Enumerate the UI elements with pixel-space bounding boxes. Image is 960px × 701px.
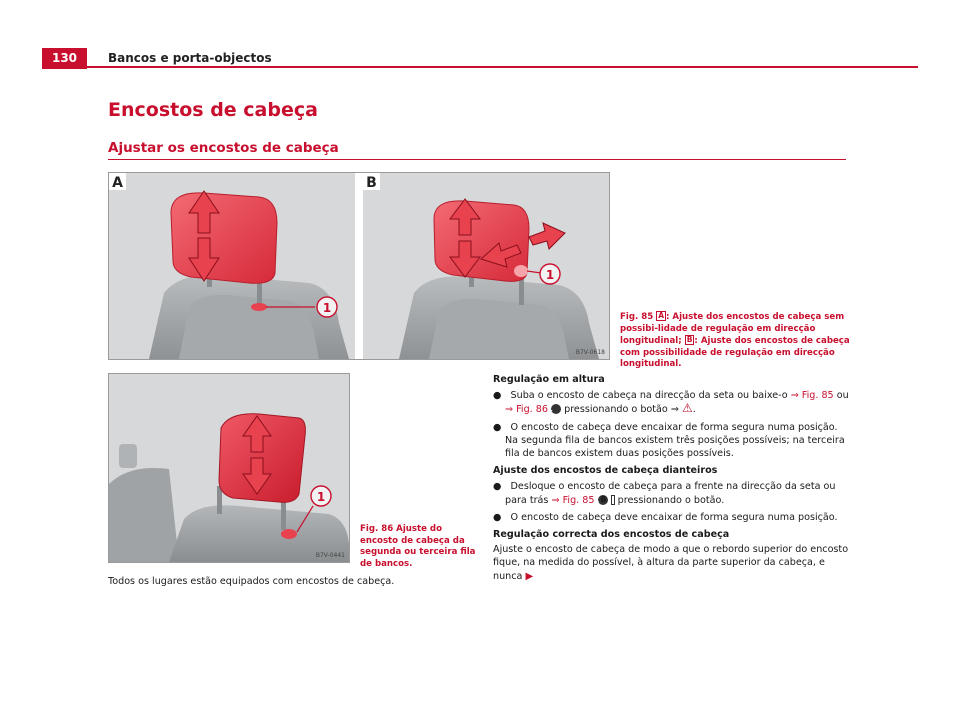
final-text: Ajuste o encosto de cabeça de modo a que o rebordo superior do encosto fique, na medida do possível, à altura da parte superior da cabeça, e nunca <box>493 544 849 582</box>
header-rule <box>42 66 918 68</box>
figure-85-illustration <box>109 173 609 359</box>
bullet1-callout-ref: 1 <box>551 404 561 414</box>
figure-85-caption-end: : Ajuste dos encostos de cabeça com possibilidade de regulação em direcção longitudinal. <box>620 336 850 370</box>
figure-85-caption-mid: : Ajuste dos encostos de cabeça sem possibi-lidade de regulação em direcção longitudinal; <box>620 312 845 347</box>
figure-85-caption-prefix: Fig. 85 <box>620 312 654 322</box>
figure-86-callout-number: 1 <box>316 490 326 504</box>
section-title: Encostos de cabeça <box>108 99 318 121</box>
bullet3-ref-fig85[interactable]: ⇒ Fig. 85 <box>551 494 595 506</box>
bullet-front-lock: ● O encosto de cabeça deve encaixar de forma segura numa posição. <box>493 511 838 523</box>
running-header-title: Bancos e porta-objectos <box>108 51 272 65</box>
bullet1-text-b: ou <box>836 390 849 402</box>
bullet3-callout-ref: 1 <box>598 495 608 505</box>
heading-correct-adjust: Regulação correcta dos encostos de cabeça <box>493 529 730 541</box>
figure-86-left-seat <box>109 468 179 562</box>
figure-85-key-a: A <box>658 311 664 320</box>
bullet3-text-a: Desloque o encosto de cabeça para a frente na direcção da seta ou para trás <box>505 481 836 506</box>
bullet1-ref-fig85[interactable]: ⇒ Fig. 85 <box>790 390 834 402</box>
page-number: 130 <box>42 48 87 69</box>
bullet4-text: O encosto de cabeça deve encaixar de forma segura numa posição. <box>510 511 838 523</box>
bullet2-text: O encosto de cabeça deve encaixar de forma segura numa posição. Na segunda fila de bancos existem três posições possíveis; na terceira fila de bancos existem duas posições possíveis. <box>505 421 845 460</box>
subsection-title: Ajustar os encostos de cabeça <box>108 140 339 156</box>
figure-85-caption <box>620 311 852 371</box>
figure-85 <box>108 172 610 360</box>
bullet-front-adjust: ● Desloque o encosto de cabeça para a frente na direcção da seta ou para trás ⇒ Fig. 85 1 B pressionando o botão. <box>493 481 836 506</box>
panel-b-callout-number: 1 <box>545 268 555 282</box>
panel-a-callout-number: 1 <box>322 301 332 315</box>
panel-b-label: B <box>366 175 377 191</box>
content-column <box>493 373 851 583</box>
figure-86 <box>108 373 350 563</box>
figure-86-illustration <box>109 374 349 562</box>
figure-85-code: B7V-0618 <box>575 349 605 356</box>
subsection-rule <box>108 159 846 160</box>
bullet-height-adjust: ● Suba o encosto de cabeça na direcção da seta ou baixe-o ⇒ Fig. 85 ou ⇒ Fig. 86 1 pressionando o botão ⇒ ⚠. <box>493 390 849 416</box>
panel-a-headrest <box>171 193 277 283</box>
intro-text: Todos os lugares estão equipados com encostos de cabeça. <box>108 576 395 587</box>
figure-86-left-headrest <box>119 444 137 468</box>
panel-b-button <box>514 265 528 277</box>
bullet3-key-b: B <box>611 495 615 505</box>
panel-a-button <box>251 303 267 311</box>
figure-86-caption: Fig. 86 Ajuste do encosto de cabeça da segunda ou terceira fila de bancos. <box>360 524 476 569</box>
figure-85-key-b: B <box>686 335 693 345</box>
heading-front-adjust: Ajuste dos encostos de cabeça dianteiros <box>493 465 718 477</box>
paragraph-correct-adjust <box>493 543 851 583</box>
bullet1-text-c: pressionando o botão ⇒ <box>564 404 679 416</box>
continue-arrow-icon: ▶ <box>525 570 534 582</box>
bullet-lock-positions: ● O encosto de cabeça deve encaixar de forma segura numa posição. Na segunda fila de bancos existem três posições possíveis; na terceira fila de bancos existem duas posições possíveis. <box>493 421 845 460</box>
figure-86-code: B7V-0441 <box>315 552 345 559</box>
warning-icon[interactable]: ⚠ <box>681 401 693 416</box>
figure-86-button <box>281 529 297 539</box>
bullet3-text-b: pressionando o botão. <box>617 494 725 506</box>
panel-a-label: A <box>112 175 123 191</box>
heading-height-adjust: Regulação em altura <box>493 374 605 385</box>
panel-divider <box>355 173 363 359</box>
bullet1-ref-fig86[interactable]: ⇒ Fig. 86 <box>505 404 548 416</box>
bullet1-text-a: Suba o encosto de cabeça na direcção da seta ou baixe-o <box>510 390 788 402</box>
